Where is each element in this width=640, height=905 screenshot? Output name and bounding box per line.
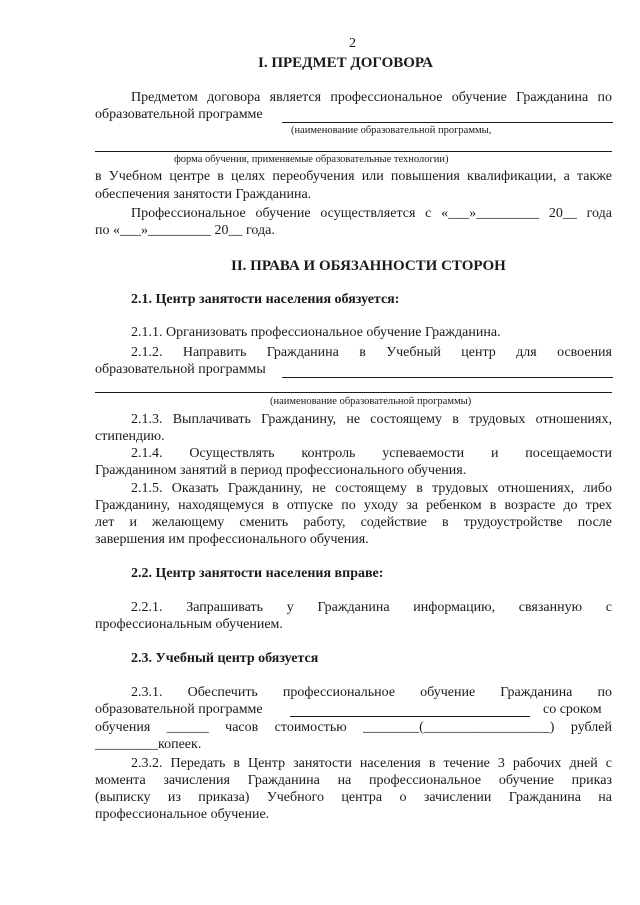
item-2-3-1-line2b: со сроком [543,702,602,717]
item-2-3-1-line4: _________копеек. [95,737,202,752]
item-2-1-5-line3: лет и желающему сменить работу, содействие в трудоустройстве после [95,515,612,530]
item-2-1-1: 2.1.1. Организовать профессиональное обучение Гражданина. [131,325,501,340]
section-2-title: II. ПРАВА И ОБЯЗАННОСТИ СТОРОН [231,258,506,274]
section-1-p1-line2: образовательной программе [95,107,263,122]
subsection-2-3-heading: 2.3. Учебный центр обязуется [131,651,319,666]
subsection-2-2-heading: 2.2. Центр занятости населения вправе: [131,566,384,581]
page-number: 2 [349,36,356,51]
section-1-p2-line1: Профессиональное обучение осуществляется с «___»_________ 20__ года [131,206,612,221]
item-2-3-2-line4: профессиональное обучение. [95,807,270,822]
program-form-caption: форма обучения, применяемые образовательные технологии) [174,154,449,165]
section-1-p1-line1: Предметом договора является профессиональное обучение Гражданина по [131,90,612,105]
item-2-3-1-line2a: образовательной программе [95,702,263,717]
program-name-blank [282,122,613,123]
program-name-blank-2-1-2b [95,392,612,393]
section-1-p2-line2: по «___»_________ 20__ года. [95,223,275,238]
program-name-caption: (наименование образовательной программы, [291,125,492,136]
program-name-blank-2-3-1 [290,716,530,717]
item-2-2-1-line1: 2.2.1. Запрашивать у Гражданина информацию, связанную с [131,600,612,615]
subsection-2-1-heading: 2.1. Центр занятости населения обязуется: [131,292,400,307]
section-1-p1-line3: в Учебном центре в целях переобучения или повышения квалификации, а также [95,169,612,184]
item-2-3-2-line2: момента зачисления Гражданина на профессиональное обучение приказ [95,773,612,788]
item-2-2-1-line2: профессиональным обучением. [95,617,283,632]
program-name-blank-2-1-2a [282,377,613,378]
item-2-3-1-line3: обучения ______ часов стоимостью ________(__________________) рублей [95,720,612,735]
item-2-1-2-line1: 2.1.2. Направить Гражданина в Учебный центр для освоения [131,345,612,360]
item-2-1-5-line4: завершения им профессионального обучения. [95,532,369,547]
item-2-3-2-line1: 2.3.2. Передать в Центр занятости населения в течение 3 рабочих дней с [131,756,612,771]
item-2-1-2-line2: образовательной программы [95,362,266,377]
item-2-1-5-line2: Гражданину, находящемуся в отпуске по уходу за ребенком в возрасте до трех [95,498,612,513]
item-2-1-5-line1: 2.1.5. Оказать Гражданину, не состоящему в трудовых отношениях, либо [131,481,612,496]
item-2-3-1-line1: 2.3.1. Обеспечить профессиональное обучение Гражданина по [131,685,612,700]
section-1-title: I. ПРЕДМЕТ ДОГОВОРА [258,55,433,71]
item-2-1-4-line1: 2.1.4. Осуществлять контроль успеваемости и посещаемости [131,446,612,461]
program-name-caption-2: (наименование образовательной программы) [270,396,472,407]
program-form-blank [95,151,612,152]
section-1-p1-line4: обеспечения занятости Гражданина. [95,187,312,202]
item-2-1-3-line1: 2.1.3. Выплачивать Гражданину, не состоящему в трудовых отношениях, [131,412,612,427]
item-2-1-3-line2: стипендию. [95,429,165,444]
item-2-3-2-line3: (выписку из приказа) Учебного центра о зачислении Гражданина на [95,790,612,805]
item-2-1-4-line2: Гражданином занятий в период профессионального обучения. [95,463,467,478]
